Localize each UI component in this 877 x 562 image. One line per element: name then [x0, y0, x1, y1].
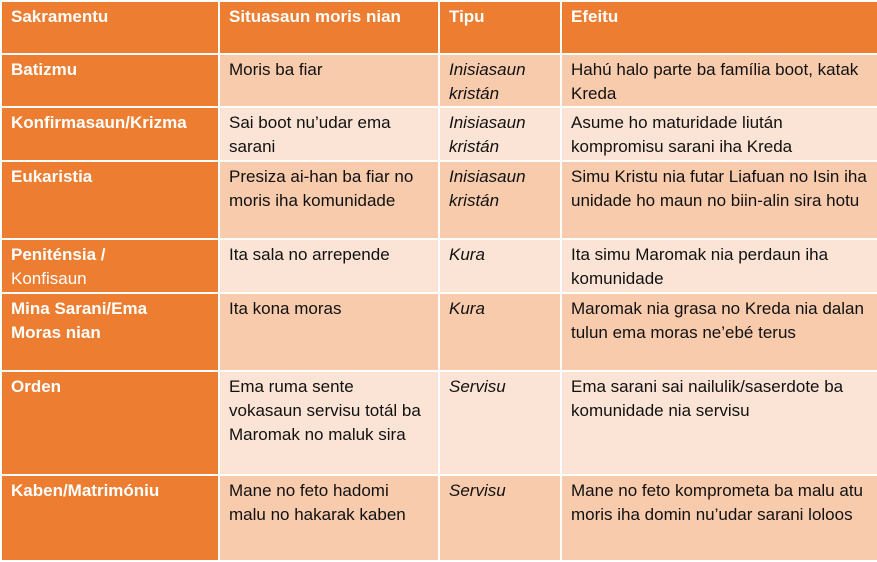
efeitu-cell: Simu Kristu nia futar Liafuan no Isin iha unidade ho maun no biin-alin sira hotu — [561, 161, 877, 239]
table-row — [1, 371, 877, 475]
tipu-line: Servisu — [449, 377, 506, 396]
sacrament-name-line: Kaben/Matrimóniu — [11, 481, 160, 500]
header-sakramentu: Sakramentu — [1, 1, 219, 54]
sacrament-name — [1, 371, 219, 475]
situasaun-cell: Moris ba fiar — [219, 54, 439, 107]
tipu-cell — [439, 54, 561, 107]
efeitu-cell: Hahú halo parte ba família boot, katak Kreda — [561, 54, 877, 107]
situasaun-cell: Mane no feto hadomi malu no hakarak kaben — [219, 475, 439, 561]
sacrament-name-line: Orden — [11, 377, 62, 396]
sacrament-name-line: Peniténsia / — [11, 245, 106, 264]
header-row — [1, 1, 877, 54]
sacrament-name — [1, 161, 219, 239]
tipu-line: Kura — [449, 245, 485, 264]
tipu-cell — [439, 239, 561, 293]
sacrament-name-line: Konfisaun — [11, 269, 87, 288]
header-tipu: Tipu — [439, 1, 561, 54]
table-row — [1, 107, 877, 161]
table-row — [1, 161, 877, 239]
tipu-cell — [439, 293, 561, 371]
efeitu-cell: Mane no feto komprometa ba malu atu moris iha domin nu’udar sarani loloos — [561, 475, 877, 561]
table-row — [1, 54, 877, 107]
efeitu-cell: Maromak nia grasa no Kreda nia dalan tulun ema moras ne’ebé terus — [561, 293, 877, 371]
situasaun-cell: Ita sala no arrepende — [219, 239, 439, 293]
sacrament-name-line: Konfirmasaun/Krizma — [11, 113, 187, 132]
sacrament-name-line: Eukaristia — [11, 167, 93, 186]
tipu-line: kristán — [449, 191, 500, 210]
efeitu-cell: Ita simu Maromak nia perdaun iha komunidade — [561, 239, 877, 293]
sacrament-name — [1, 293, 219, 371]
tipu-line: Inisiasaun — [449, 60, 526, 79]
table-row — [1, 475, 877, 561]
sacrament-name — [1, 107, 219, 161]
situasaun-cell: Ema ruma sente vokasaun servisu totál ba Maromak no maluk sira — [219, 371, 439, 475]
tipu-line: kristán — [449, 84, 500, 103]
tipu-line: kristán — [449, 137, 500, 156]
header-situasaun: Situasaun moris nian — [219, 1, 439, 54]
tipu-line: Servisu — [449, 481, 506, 500]
tipu-cell — [439, 475, 561, 561]
header-efeitu: Efeitu — [561, 1, 877, 54]
situasaun-cell: Sai boot nu’udar ema sarani — [219, 107, 439, 161]
tipu-line: Kura — [449, 299, 485, 318]
tipu-cell — [439, 161, 561, 239]
situasaun-cell: Ita kona moras — [219, 293, 439, 371]
table-row — [1, 239, 877, 293]
tipu-line: Inisiasaun — [449, 167, 526, 186]
tipu-cell — [439, 371, 561, 475]
sacrament-name-line: Moras nian — [11, 323, 101, 342]
efeitu-cell: Asume ho maturidade liután kompromisu sarani iha Kreda — [561, 107, 877, 161]
sacrament-name — [1, 54, 219, 107]
sacrament-name — [1, 475, 219, 561]
sacrament-name-line: Batizmu — [11, 60, 78, 79]
tipu-line: Inisiasaun — [449, 113, 526, 132]
efeitu-cell: Ema sarani sai nailulik/saserdote ba komunidade nia servisu — [561, 371, 877, 475]
tipu-cell — [439, 107, 561, 161]
sacrament-name — [1, 239, 219, 293]
situasaun-cell: Presiza ai-han ba fiar no moris iha komunidade — [219, 161, 439, 239]
sacrament-name-line: Mina Sarani/Ema — [11, 299, 148, 318]
table-row — [1, 293, 877, 371]
